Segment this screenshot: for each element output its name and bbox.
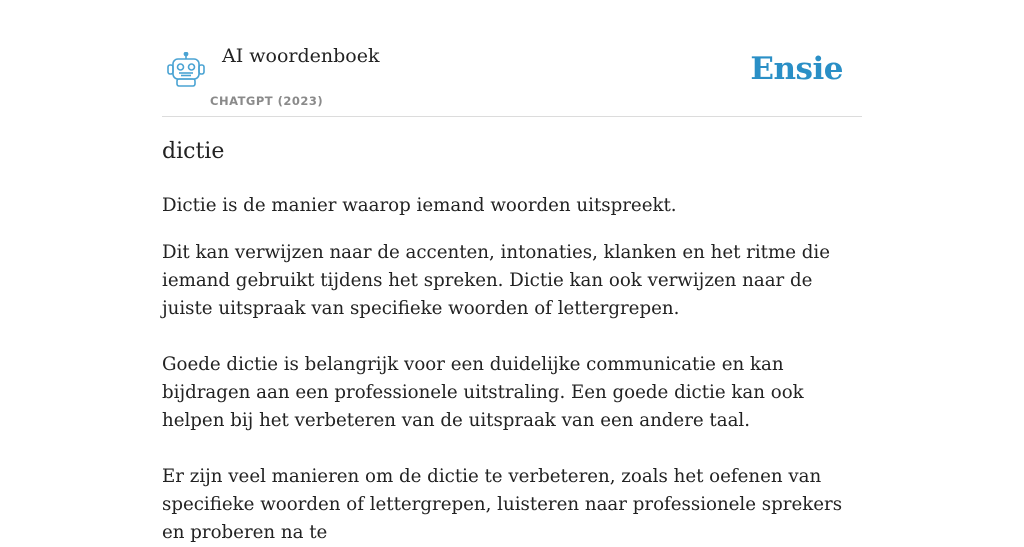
definition-paragraph: Er zijn veel manieren om de dictie te verbeteren, zoals het oefenen van specifieke woorden of lettergrepen, luisteren naar professionele sprekers en proberen na te [162, 466, 843, 543]
source-title: AI woordenboek [222, 45, 380, 67]
definition-paragraph: Goede dictie is belangrijk voor een duidelijke communicatie en kan bijdragen aan een professionele uitstraling. Een goede dictie kan ook helpen bij het verbeteren van de uitspraak van een andere taal. [162, 354, 804, 431]
definition-paragraph: Dictie is de manier waarop iemand woorden uitspreekt. [162, 195, 677, 216]
entry-term: dictie [162, 139, 225, 164]
definition-card [162, 0, 862, 543]
definition-paragraph: Dit kan verwijzen naar de accenten, intonaties, klanken en het ritme die iemand gebruikt tijdens het spreken. Dictie kan ook verwijzen naar de juiste uitspraak van specifieke woorden of lettergrepen. [162, 242, 831, 319]
brand-logo[interactable]: Ensie [750, 51, 843, 87]
entry-definition [162, 192, 862, 547]
robot-icon [166, 52, 206, 88]
source-subtitle: CHATGPT (2023) [210, 94, 324, 108]
card-header [162, 0, 862, 117]
